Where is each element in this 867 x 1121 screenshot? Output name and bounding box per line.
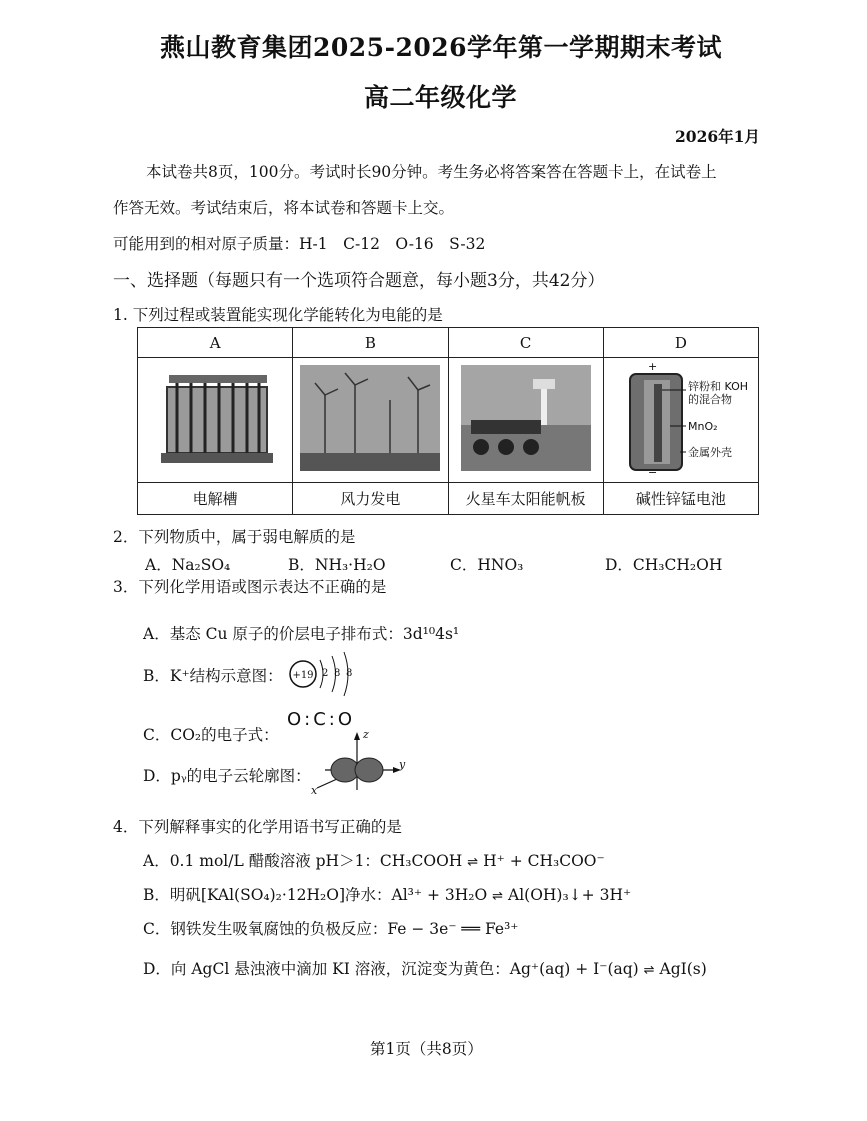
question-3-option-b: B．K⁺结构示意图： [143, 667, 283, 685]
shell-2-count: 8 [334, 668, 341, 679]
equilibrium-arrow-icon: ⇌ [467, 855, 479, 870]
intro-line-2: 作答无效。考试结束后，将本试卷和答题卡上交。 [113, 199, 455, 217]
question-3-option-a: A．基态 Cu 原子的价层电子排布式：3d¹⁰4s¹ [143, 625, 460, 643]
question-4-stem: 4．下列解释事实的化学用语书写正确的是 [113, 818, 402, 836]
question-4-option-b [143, 883, 631, 905]
option-c-label: 火星车太阳能帆板 [448, 482, 603, 514]
option-b-left: B．明矾[KAl(SO₄)₂·12H₂O]净水：Al³⁺ + 3H₂O [143, 886, 488, 904]
question-3-option-d: D．pᵧ的电子云轮廓图： [143, 767, 311, 785]
option-b-image-cell [293, 358, 448, 483]
option-d-right: AgI(s) [659, 960, 707, 978]
battery-plus-label: + [647, 359, 657, 373]
option-a-image-cell [138, 358, 293, 483]
alkaline-battery-diagram [604, 360, 764, 476]
question-3-stem: 3．下列化学用语或图示表达不正确的是 [113, 578, 387, 596]
nucleus-charge: +19 [292, 670, 314, 681]
option-b-label: 风力发电 [293, 482, 448, 514]
wind-power-image [300, 365, 440, 471]
k-ion-structure-diagram [288, 650, 358, 702]
question-2-option-c: C．HNO₃ [450, 556, 524, 574]
atomic-masses: 可能用到的相对原子质量：H-1 C-12 O-16 S-32 [113, 235, 486, 253]
exam-subtitle: 高二年级化学 [364, 83, 518, 112]
y-axis-label: y [399, 758, 406, 771]
battery-label-zinc: 锌粉和 KOH [687, 379, 748, 393]
equilibrium-arrow-icon: ⇌ [643, 963, 655, 978]
battery-label-mno2: MnO₂ [687, 419, 718, 433]
question-3-option-c: C．CO₂的电子式： [143, 726, 279, 744]
question-2-option-a: A．Na₂SO₄ [145, 556, 231, 574]
co2-electron-formula: O꞉C꞉O [287, 709, 356, 730]
battery-minus-label: − [647, 465, 657, 476]
shell-3-count: 8 [346, 668, 353, 679]
question-4-option-a [143, 849, 605, 871]
option-d-left: D．向 AgCl 悬浊液中滴加 KI 溶液，沉淀变为黄色：Ag⁺(aq) + I⁻(aq) [143, 960, 639, 978]
option-header-a: A [138, 328, 293, 358]
py-orbital-diagram [305, 728, 415, 798]
option-a-label: 电解槽 [138, 482, 293, 514]
option-header-c: C [448, 328, 603, 358]
option-a-right: H⁺ + CH₃COO⁻ [483, 852, 605, 870]
option-a-left: A．0.1 mol/L 醋酸溶液 pH＞1：CH₃COOH [143, 852, 463, 870]
option-d-image-cell [603, 358, 758, 483]
option-header-b: B [293, 328, 448, 358]
option-d-label: 碱性锌锰电池 [603, 482, 758, 514]
exam-date: 2026年1月 [675, 127, 760, 146]
equilibrium-arrow-icon: ⇌ [492, 889, 504, 904]
question-1-options-table [137, 327, 759, 515]
section-heading: 一、选择题（每题只有一个选项符合题意，每小题3分，共42分） [113, 271, 605, 291]
battery-label-shell: 金属外壳 [687, 445, 732, 459]
question-2-stem: 2．下列物质中，属于弱电解质的是 [113, 528, 356, 546]
battery-label-mixture: 的混合物 [687, 392, 732, 406]
option-c-image-cell [448, 358, 603, 483]
question-2-option-b: B．NH₃·H₂O [288, 556, 386, 574]
question-1-stem: 1. 下列过程或装置能实现化学能转化为电能的是 [113, 306, 443, 324]
mars-rover-image [461, 365, 591, 471]
exam-title: 燕山教育集团2025-2026学年第一学期期末考试 [160, 33, 723, 62]
z-axis-label: z [363, 728, 369, 741]
question-2-option-d: D．CH₃CH₂OH [605, 556, 723, 574]
shell-1-count: 2 [322, 668, 329, 679]
question-4-option-d [143, 957, 707, 979]
x-axis-label: x [311, 784, 318, 797]
electrolyzer-image [153, 365, 278, 470]
question-4-option-c: C．钢铁发生吸氧腐蚀的负极反应：Fe − 3e⁻ ══ Fe³⁺ [143, 920, 519, 938]
option-b-right: Al(OH)₃↓+ 3H⁺ [508, 886, 632, 904]
page-footer: 第1页（共8页） [370, 1040, 483, 1058]
intro-line-1: 本试卷共8页，100分。考试时长90分钟。考生务必将答案答在答题卡上，在试卷上 [146, 163, 717, 181]
option-header-d: D [603, 328, 758, 358]
